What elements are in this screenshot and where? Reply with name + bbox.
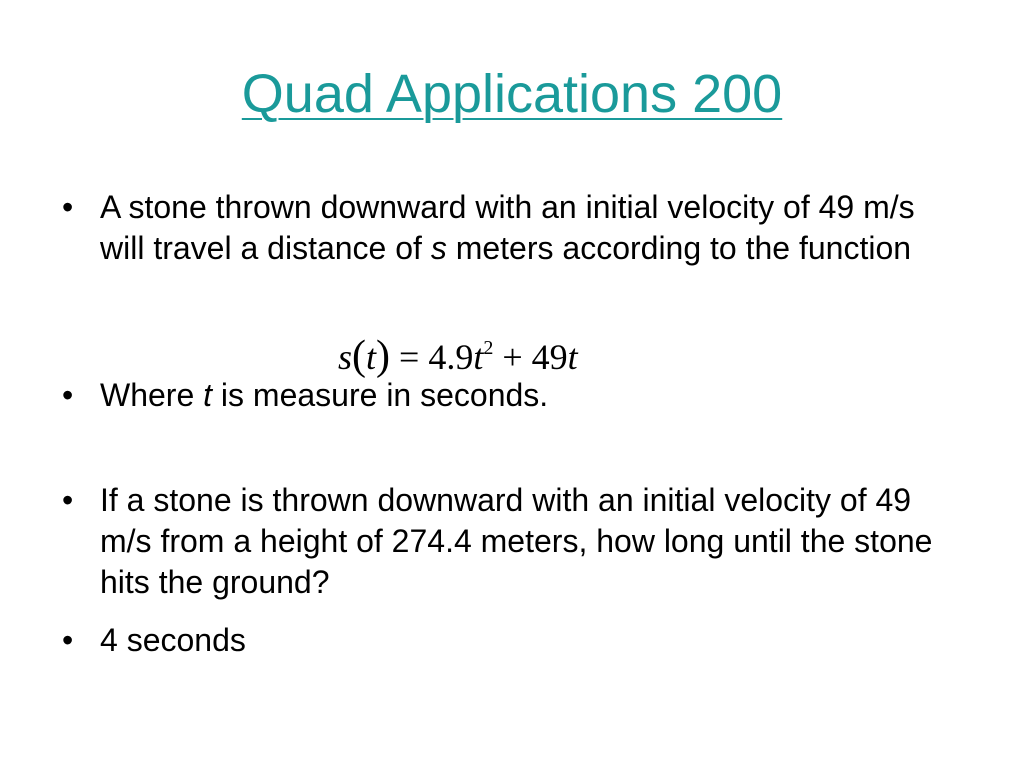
formula-exponent: 2	[483, 337, 494, 359]
formula-left-paren: (	[352, 333, 367, 379]
bullet-marker: •	[62, 189, 74, 225]
bullet-text-part: meters according to the function	[446, 230, 912, 266]
bullet-text: If a stone is thrown downward with an initial velocity of 49 m/s from a height of 274.4 meters, how long until the stone hits the ground?	[100, 482, 933, 600]
bullet-marker: •	[62, 622, 74, 658]
variable-t: t	[203, 377, 213, 413]
bullet-text-part: A stone thrown downward with an initial velocity of 49 m/s will travel a distance of	[100, 189, 915, 266]
bullet-text-part: is measure in seconds.	[212, 377, 549, 413]
formula-plus-term: + 49	[493, 337, 568, 377]
bullet-text	[100, 187, 960, 269]
bullet-text	[100, 375, 960, 416]
formula-s: s	[338, 337, 353, 377]
bullet-marker: •	[62, 482, 74, 518]
bullet-text: 4 seconds	[100, 622, 246, 658]
formula-t-squared: t	[473, 337, 484, 377]
distance-formula	[338, 328, 578, 379]
formula-equals-term: = 4.9	[390, 337, 474, 377]
slide-title[interactable]: Quad Applications 200	[241, 64, 783, 124]
bullet-marker: •	[62, 377, 74, 413]
variable-s: s	[430, 230, 447, 266]
bullet-text-part: Where	[100, 377, 204, 413]
formula-t: t	[366, 337, 377, 377]
formula-right-paren: )	[376, 333, 391, 379]
formula-t-linear: t	[567, 337, 578, 377]
